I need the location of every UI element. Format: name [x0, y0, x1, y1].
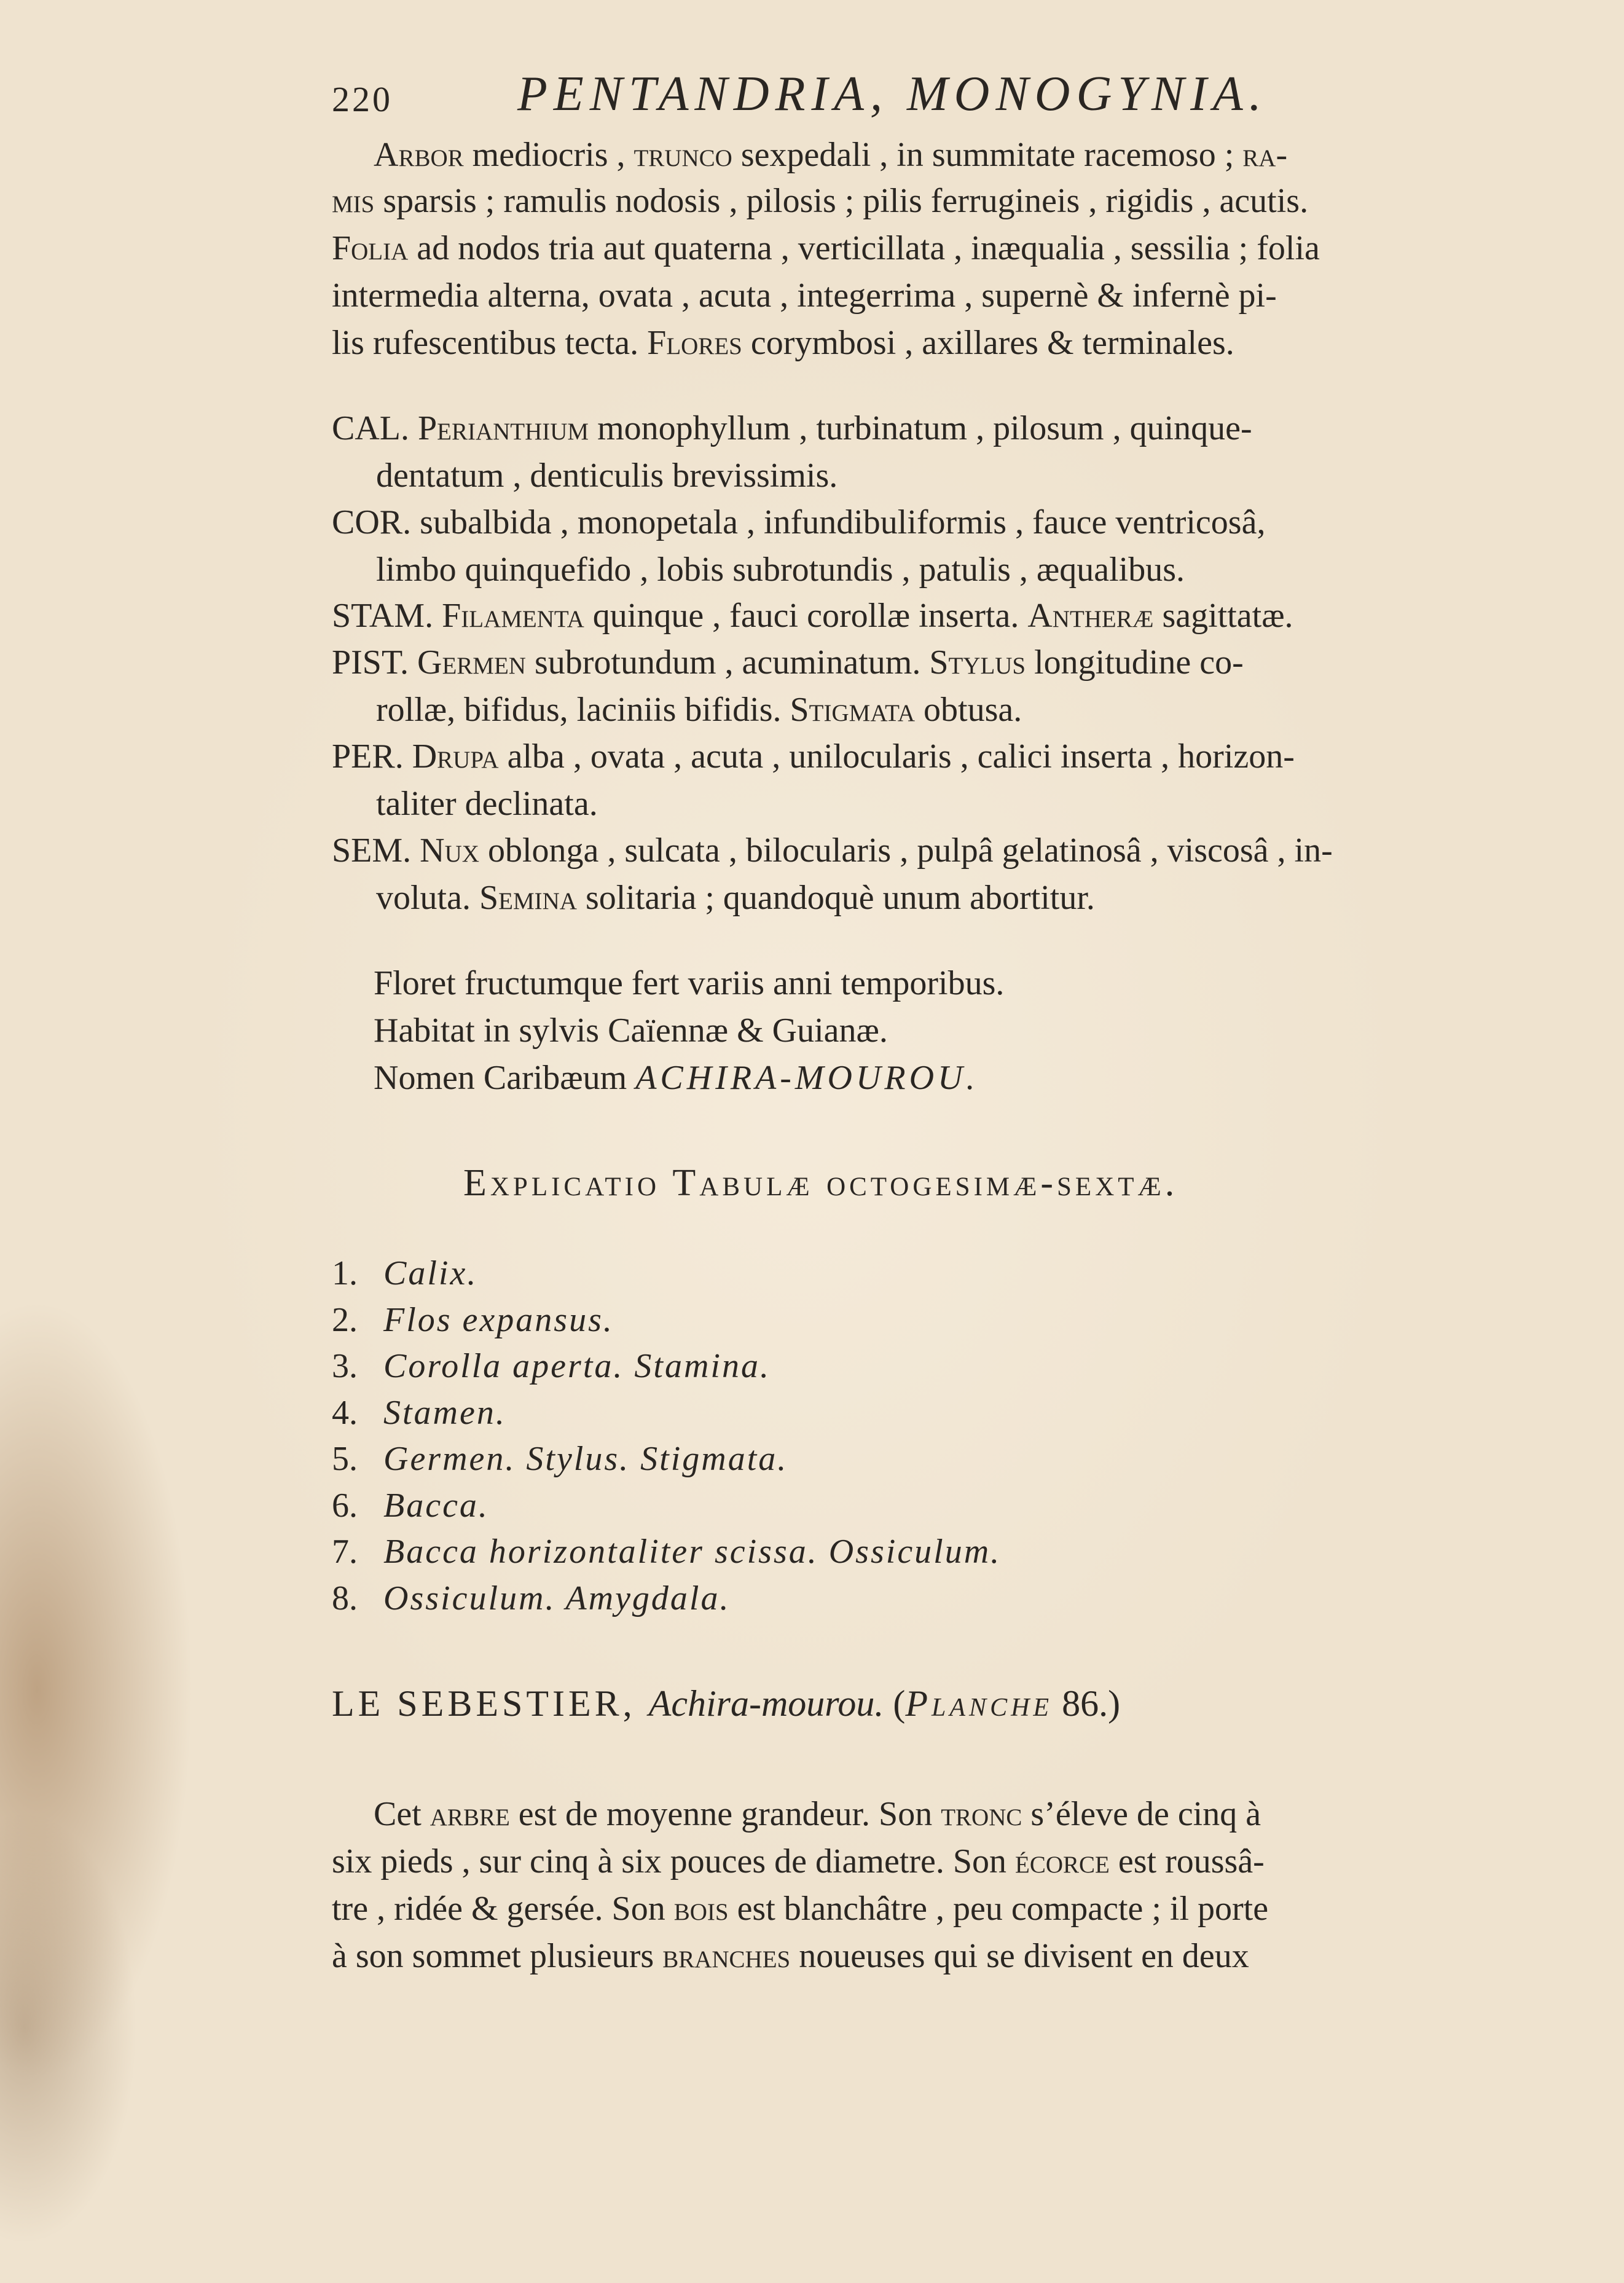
text-run: SEM.: [332, 831, 420, 870]
text-run: est roussâ-: [1109, 1842, 1265, 1880]
text-run: tre , ridée & gersée. Son: [332, 1890, 674, 1928]
note-line: [374, 1058, 979, 1098]
text-line: [332, 229, 1320, 268]
text-run: arbre: [430, 1795, 510, 1833]
text-run: est de moyenne grandeur. Son: [509, 1795, 941, 1833]
text-run: six pieds , sur cinq à six pouces de diametre. Son: [332, 1842, 1016, 1880]
text-run: ad nodos tria aut quaterna , verticillata , inæqualia , sessilia ; folia: [408, 229, 1320, 267]
text-line: [332, 503, 1265, 542]
item-number: 1.: [332, 1254, 358, 1292]
item-text: Stamen.: [383, 1393, 506, 1432]
item-number: 4.: [332, 1393, 358, 1432]
text-line: [332, 1842, 1265, 1881]
note-line: [374, 964, 1004, 1003]
text-run: solitaria ; quandoquè unum abortitur.: [576, 879, 1095, 917]
text-run: Folia: [332, 229, 409, 267]
text-line: [376, 550, 1185, 589]
text-run: dentatum , denticulis brevissimis.: [376, 457, 838, 495]
text-line: [376, 784, 598, 823]
text-run: mis: [332, 182, 375, 220]
page-number: 220: [332, 79, 393, 119]
text-run: ra-: [1242, 136, 1288, 174]
text-run: s’éleve de cinq à: [1022, 1795, 1261, 1833]
text-line: [376, 690, 1022, 729]
item-number: 2.: [332, 1300, 358, 1339]
text-run: (: [884, 1683, 906, 1724]
text-run: tronc: [941, 1795, 1022, 1833]
text-line: [374, 1794, 1261, 1834]
text-run: PER.: [332, 737, 412, 776]
text-run: LE SEBESTIER,: [332, 1683, 649, 1724]
text-run: quinque , fauci corollæ inserta.: [584, 597, 1028, 635]
explanation-item: [332, 1486, 489, 1525]
item-text: Bacca.: [383, 1486, 489, 1525]
text-run: rollæ, bifidus, laciniis bifidis.: [376, 691, 790, 729]
text-run: sparsis ; ramulis nodosis , pilosis ; pilis ferrugineis , rigidis , acutis.: [374, 182, 1309, 220]
text-run: oblonga , sulcata , bilocularis , pulpâ gelatinosâ , viscosâ , in-: [479, 831, 1333, 870]
text-run: COR. subalbida , monopetala , infundibuliformis , fauce ventricosâ,: [332, 503, 1266, 541]
text-line: [376, 456, 837, 495]
item-number: 8.: [332, 1579, 358, 1617]
explanation-item: [332, 1439, 788, 1479]
item-text: Germen. Stylus. Stigmata.: [383, 1440, 788, 1478]
text-run: trunco: [634, 136, 732, 174]
text-run: mediocris ,: [463, 136, 634, 174]
text-run: Antheræ: [1027, 597, 1154, 635]
text-run: écorce: [1015, 1842, 1110, 1880]
text-run: Floret fructumque fert variis anni temporibus.: [374, 964, 1005, 1002]
item-number: 5.: [332, 1440, 358, 1478]
text-run: est blanchâtre , peu compacte ; il porte: [728, 1890, 1269, 1928]
text-run: Flores: [647, 324, 742, 362]
text-run: subrotundum , acuminatum.: [525, 643, 930, 682]
item-text: Bacca horizontaliter scissa. Ossiculum.: [383, 1533, 1002, 1571]
text-run: Nomen Caribæum: [374, 1059, 636, 1097]
text-line: [332, 409, 1252, 448]
text-run: noueuses qui se divisent en deux: [790, 1937, 1249, 1975]
explanation-item: [332, 1346, 771, 1386]
text-line: [332, 831, 1333, 870]
text-run: bois: [673, 1890, 729, 1928]
text-run: alba , ovata , acuta , unilocularis , calici inserta , horizon-: [498, 737, 1295, 776]
text-run: Planche: [905, 1683, 1053, 1724]
text-run: Semina: [479, 879, 577, 917]
text-run: STAM.: [332, 597, 442, 635]
text-line: [332, 596, 1293, 635]
text-run: corymbosi , axillares & terminales.: [742, 324, 1234, 362]
running-title: PENTANDRIA, MONOGYNIA.: [517, 67, 1268, 121]
explanation-item: [332, 1254, 477, 1293]
text-run: sexpedali , in summitate racemoso ;: [732, 136, 1243, 174]
text-run: à son sommet plusieurs: [332, 1937, 663, 1975]
text-line: [332, 1936, 1249, 1976]
text-run: intermedia alterna, ovata , acuta , integerrima , supernè & infernè pi-: [332, 277, 1277, 315]
text-run: Achira-mourou.: [648, 1683, 884, 1724]
text-line: [332, 276, 1277, 315]
text-run: Stigmata: [790, 691, 916, 729]
item-number: 3.: [332, 1347, 358, 1385]
item-text: Calix.: [383, 1254, 478, 1292]
text-line: [376, 878, 1095, 918]
text-run: Drupa: [412, 737, 499, 776]
text-run: monophyllum , turbinatum , pilosum , quinque-: [589, 409, 1252, 447]
text-run: PIST.: [332, 643, 417, 682]
text-line: [374, 135, 1287, 175]
text-run: branches: [662, 1937, 791, 1975]
text-run: limbo quinquefido , lobis subrotundis , patulis , æqualibus.: [376, 551, 1185, 589]
item-text: Flos expansus.: [383, 1300, 614, 1339]
text-run: Perianthium: [418, 409, 589, 447]
text-run: voluta.: [376, 879, 479, 917]
explanation-item: [332, 1579, 731, 1618]
text-run: lis rufescentibus tecta.: [332, 324, 648, 362]
text-run: CAL.: [332, 409, 418, 447]
text-line: [332, 737, 1295, 776]
text-run: Habitat in sylvis Caïennæ & Guianæ.: [374, 1012, 888, 1050]
text-line: [332, 643, 1244, 682]
text-run: Stylus: [929, 643, 1026, 682]
text-line: [332, 181, 1308, 221]
explanation-heading: [463, 1161, 1178, 1205]
explanation-item: [332, 1300, 614, 1340]
explanation-item: [332, 1393, 506, 1432]
item-text: Corolla aperta. Stamina.: [383, 1347, 771, 1385]
text-run: obtusa.: [915, 691, 1022, 729]
text-line: [332, 323, 1234, 363]
text-run: Arbor: [374, 136, 464, 174]
text-run: taliter declinata.: [376, 785, 598, 823]
explanation-item: [332, 1532, 1001, 1571]
text-run: ACHIRA-MOUROU.: [635, 1059, 979, 1097]
item-text: Ossiculum. Amygdala.: [383, 1579, 731, 1617]
text-run: Germen: [417, 643, 526, 682]
text-run: longitudine co-: [1026, 643, 1244, 682]
text-run: Explicatio Tabulæ octogesimæ-sextæ.: [463, 1162, 1179, 1204]
item-number: 6.: [332, 1486, 358, 1525]
text-run: Filamenta: [442, 597, 584, 635]
note-line: [374, 1011, 888, 1050]
french-heading: [332, 1683, 1120, 1725]
item-number: 7.: [332, 1533, 358, 1571]
text-run: Cet: [374, 1795, 430, 1833]
text-run: sagittatæ.: [1153, 597, 1293, 635]
text-line: [332, 1889, 1268, 1928]
text-run: 86.): [1053, 1683, 1121, 1724]
text-run: Nux: [420, 831, 479, 870]
